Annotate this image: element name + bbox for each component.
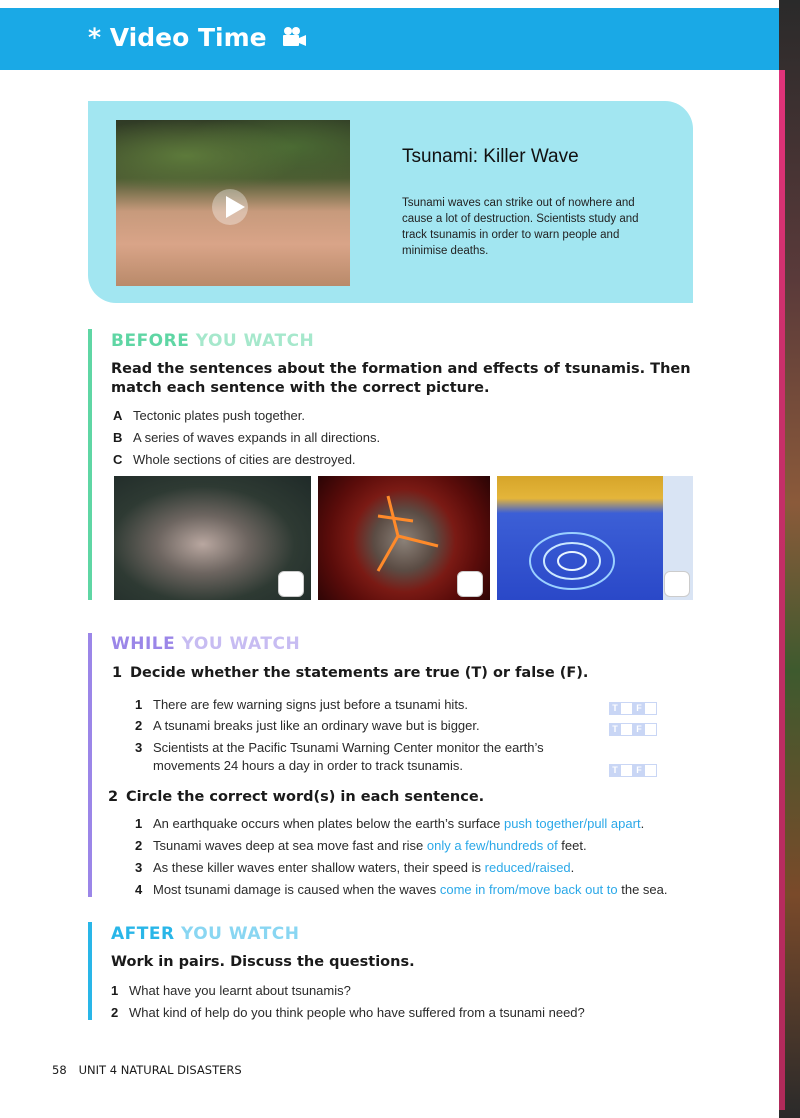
true-false-boxes[interactable]: T F: [609, 698, 679, 713]
while-heading: WHILE YOU WATCH: [111, 634, 301, 654]
after-section-bar: [88, 922, 92, 1020]
answer-box-1[interactable]: [278, 571, 304, 597]
page-footer: [52, 1063, 242, 1077]
tf-statement: 3 Scientists at the Pacific Tsunami Warning Center monitor the earth’s: [135, 740, 544, 755]
list-item: A Tectonic plates push together.: [113, 408, 306, 423]
tf-statement: 2 A tsunami breaks just like an ordinary wave but is bigger.: [135, 718, 480, 733]
tf-statement-continued: movements 24 hours a day in order to track tsunamis.: [153, 758, 463, 773]
page-title: * Video Time: [88, 23, 307, 52]
word-choice[interactable]: push together/pull apart: [503, 816, 641, 831]
while-task1-instruction: 1 Decide whether the statements are true (T) or false (F).: [112, 665, 589, 681]
play-icon[interactable]: [226, 196, 245, 218]
circle-sentence: 1 An earthquake occurs when plates below the earth’s surface push together/pull apart.: [135, 816, 645, 831]
after-heading: AFTER YOU WATCH: [111, 924, 300, 944]
true-false-boxes[interactable]: T F: [609, 760, 679, 775]
page-number: 58: [52, 1063, 67, 1077]
while-task2-instruction: 2 Circle the correct word(s) in each sentence.: [108, 789, 485, 805]
while-section-bar: [88, 633, 92, 897]
circle-sentence: 3 As these killer waves enter shallow waters, their speed is reduced/raised.: [135, 860, 575, 875]
list-item: B A series of waves expands in all directions.: [113, 430, 381, 445]
after-instruction: Work in pairs. Discuss the questions.: [111, 954, 415, 970]
word-choice[interactable]: reduced/raised: [484, 860, 571, 875]
unit-label: UNIT 4 NATURAL DISASTERS: [78, 1063, 242, 1077]
video-title: Tsunami: Killer Wave: [402, 146, 579, 167]
video-camera-icon: [281, 26, 307, 48]
word-choice[interactable]: only a few/hundreds of: [426, 838, 558, 853]
before-instruction: Read the sentences about the formation and effects of tsunamis. Then match each sentence with the correct picture.: [111, 361, 691, 396]
answer-box-3[interactable]: [664, 571, 690, 597]
list-item: C Whole sections of cities are destroyed.: [113, 452, 356, 467]
before-heading: BEFORE YOU WATCH: [111, 331, 315, 351]
discussion-question: 2 What kind of help do you think people who have suffered from a tsunami need?: [111, 1005, 585, 1020]
circle-sentence: 4 Most tsunami damage is caused when the waves come in from/move back out to the sea.: [135, 882, 668, 897]
answer-box-2[interactable]: [457, 571, 483, 597]
page-edge-strip: [779, 70, 785, 1110]
before-section-bar: [88, 329, 92, 600]
video-description: Tsunami waves can strike out of nowhere and cause a lot of destruction. Scientists study and track tsunamis in order to warn people and minimise deaths.: [402, 197, 639, 257]
word-choice[interactable]: come in from/move back out to: [439, 882, 618, 897]
true-false-boxes[interactable]: T F: [609, 719, 679, 734]
circle-sentence: 2 Tsunami waves deep at sea move fast and rise only a few/hundreds of feet.: [135, 838, 587, 853]
tf-statement: 1 There are few warning signs just before a tsunami hits.: [135, 697, 469, 712]
discussion-question: 1 What have you learnt about tsunamis?: [111, 983, 351, 998]
